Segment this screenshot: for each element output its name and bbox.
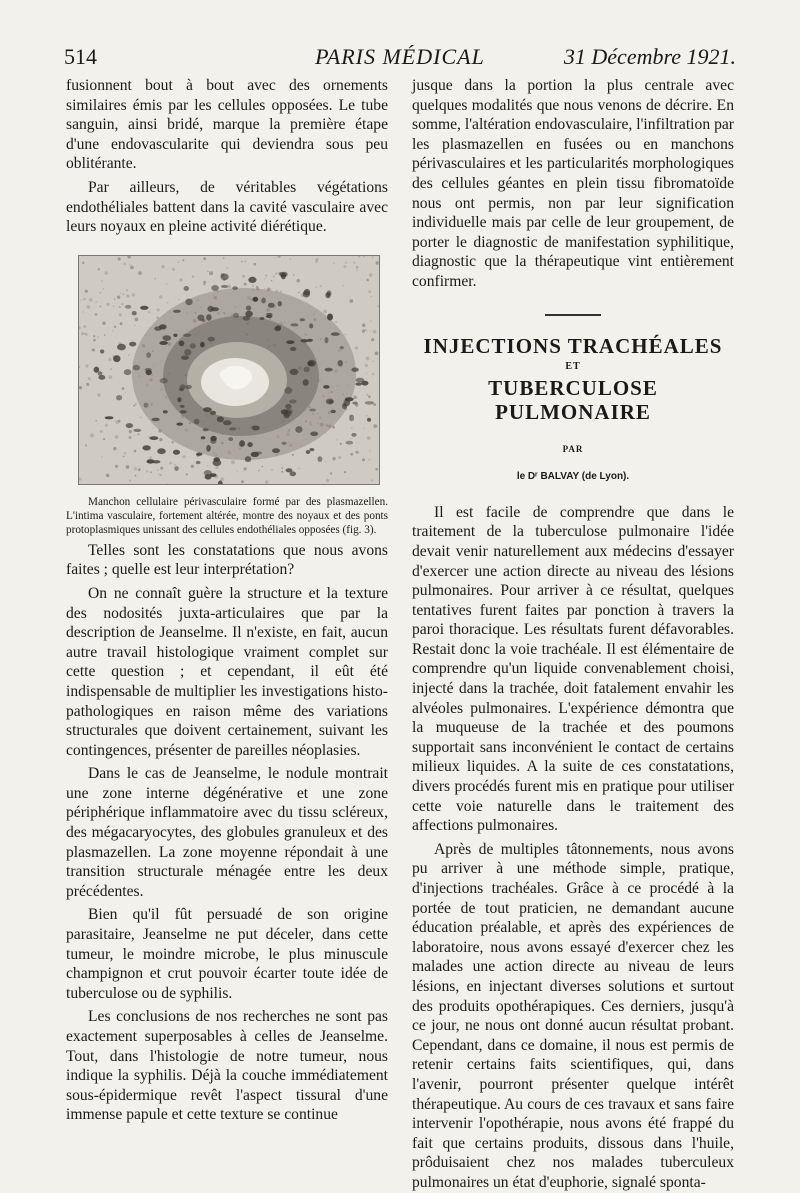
paragraph: jusque dans la portion la plus centrale avec quelques modalités que nous venons de décrire. En somme, l'altération endovasculaire, l'infiltration par les plasmazellen en fusées ou en manchons périvasculaires et les particularités morphologiques des cellules géantes en plein tissu fibromatoïde nous ont permis, non par leur signification individuelle mais par celle de leur groupement, de porter le diagnostic de manifestation syphilitique, diagnostic que la thérapeutique vint entièrement confirmer. [412,77,734,290]
paragraph: Dans le cas de Jeanselme, le nodule montrait une zone interne dégénérative et une zone périphérique inflammatoire avec du tissu scléreux, des mégacaryocytes, des globules granuleux et des plasmazellen. La zone moyenne répondait à une transition structurale ménagée entre les deux précédentes. [66,765,388,900]
figure-caption: Manchon cellulaire périvasculaire formé par des plasmazellen. L'intima vasculaire, fortement altérée, montre des noyaux et des ponts protoplasmiques unissant des cellules endothéliales opposées (fig. 3). [66,495,388,536]
paragraph: Bien qu'il fût persuadé de son origine parasitaire, Jeanselme ne put déceler, dans cette tumeur, le moindre microbe, le plus minuscule champignon et crut pouvoir écarter toute idée de tuberculose ou de syphilis. [66,906,388,1002]
article-title-line1: INJECTIONS TRACHÉALES [423,333,723,358]
paragraph: Par ailleurs, de véritables végétations endothéliales battent dans la cavité vasculaire avec leurs noyaux en pleine activité diérétique. [66,178,388,236]
running-header [64,44,736,72]
left-column [66,76,388,1125]
paragraph: Les conclusions de nos recherches ne sont pas exactement superposables à celles de Jeanselme. Tout, dans l'histologie de notre tumeur, nous indique la syphilis. Déjà la couche immédiatement sous-épidermique revêt l'aspect tissural d'une immense papule et cette texture se continue [66,1008,388,1124]
page-number: 514 [64,44,97,69]
article-author: le Dʳ BALVAY (de Lyon). [516,471,630,483]
article-title-line2: TUBERCULOSE PULMONAIRE [488,375,658,424]
byline-par: PAR [562,443,584,454]
paragraph: On ne connaît guère la structure et la texture des nodosités juxta-articulaires que par la description de Jeanselme. Il n'existe, en fait, aucun autre travail histologique vraiment complet sur cette question ; et cependant, il eût été indispensable de multiplier les investigations histo-pathologiques en raison même des variations structurales que doivent certainement, suivant les contingences, présenter de pareilles néoplasies. [66,584,388,759]
article-title-et: ET [565,360,581,372]
paragraph: Telles sont les constatations que nous avons faites ; quelle est leur interprétation? [66,541,388,579]
paragraph: Il est facile de comprendre que dans le traitement de la tuberculose pulmonaire l'idée devait venir naturellement aux médecins d'essayer d'exercer une action directe au niveau des lésions pulmonaires. Pour arriver à ce résultat, quelques tentatives furent faites par ponction à travers la paroi thoracique. Les résultats furent défavorables. Restait donc la voie trachéale. Il est élémentaire de comprendre qu'un liquide convenablement choisi, injecté dans la trachée, doit fatalement envahir les alvéoles pulmonaires. L'expérience démontra que la muqueuse de la trachée et des poumons supportait sans inconvénient le contact de certains milieux liquides. A la suite de ces constatations, divers procédés furent mis en pratique pour utiliser cette voie naturelle dans le traitement des affections pulmonaires. [412,503,734,835]
micrograph-figure [78,255,380,485]
paragraph: Après de multiples tâtonnements, nous avons pu arriver à une méthode simple, pratique, d'injections trachéales. Grâce à ce procédé à la portée de tout praticien, ne demandant aucune éducation préalable, et après des expériences de laboratoire, nous avons essayé d'exercer chez les malades une action directe au niveau de leurs lésions, en injectant diverses solutions et surtout des produits opothérapiques. Ces derniers, jusqu'à ce jour, ne nous ont donné aucun résultat probant. Cependant, dans ce domaine, il nous est permis de retenir certains faits scientifiques, qui, dans l'avenir, pourront présenter quelque intérêt thérapeutique. Au cours de ces travaux et sans faire intervenir l'opothérapie, nous avons été frappé du fait que certains produits, dissous dans l'huile, prôduisaient chez nos malades tuberculeux pulmonaires un état d'euphorie, signalé sponta- [412,840,734,1191]
micrograph-image [79,256,379,484]
section-divider [545,314,601,316]
journal-title: PARIS MÉDICAL [315,44,485,69]
paragraph: fusionnent bout à bout avec des ornements similaires émis par les cellules opposées. Le tube sanguin, ainsi bridé, marque la première étape d'une endovascularite qui deviendra sous peu oblitérante. [66,77,388,173]
issue-date: 31 Décembre 1921. [563,44,736,69]
right-column [412,76,734,1193]
